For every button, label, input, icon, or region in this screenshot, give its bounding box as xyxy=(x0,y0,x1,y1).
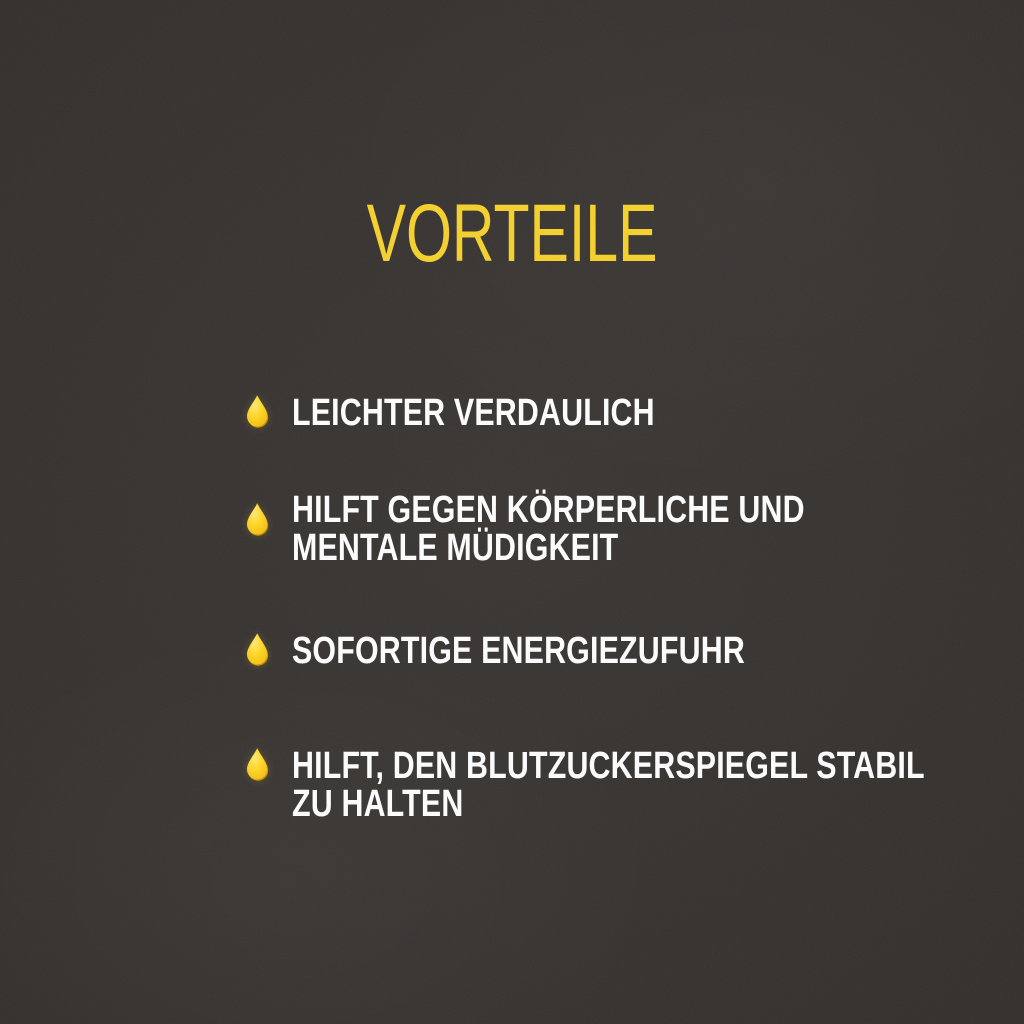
droplet-icon xyxy=(246,748,270,782)
benefit-item xyxy=(246,632,858,670)
benefit-text xyxy=(292,747,925,823)
benefit-item xyxy=(246,747,1024,823)
benefit-text xyxy=(292,491,805,567)
benefit-line: HILFT, DEN BLUTZUCKERSPIEGEL STABIL xyxy=(292,745,925,787)
benefit-text xyxy=(292,394,655,432)
benefit-line: HILFT GEGEN KÖRPERLICHE UND xyxy=(292,489,805,531)
page-title: VORTEILE xyxy=(366,188,658,279)
benefit-item xyxy=(246,491,933,567)
benefit-line: ZU HALTEN xyxy=(292,783,464,825)
droplet-icon xyxy=(246,395,270,429)
droplet-icon xyxy=(246,633,270,667)
benefit-text xyxy=(292,632,745,670)
benefit-line: MENTALE MÜDIGKEIT xyxy=(292,527,619,569)
benefit-item xyxy=(246,394,745,432)
benefit-line: LEICHTER VERDAULICH xyxy=(292,392,655,434)
droplet-icon xyxy=(246,503,270,537)
benefit-line: SOFORTIGE ENERGIEZUFUHR xyxy=(292,630,745,672)
